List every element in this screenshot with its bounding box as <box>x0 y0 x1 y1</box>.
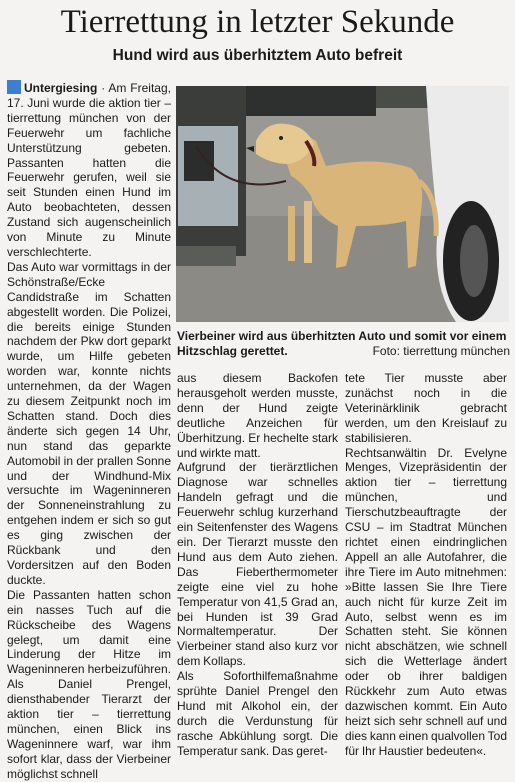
location-marker-icon <box>7 80 21 94</box>
photo-credit: Foto: tierrettung münchen <box>372 344 510 358</box>
article-column-1 <box>7 80 171 782</box>
paragraph: tete Tier musste aber zunächst noch in die Veterinärklinik gebracht werden, um den Kreislauf zu stabilisieren. <box>345 371 507 445</box>
paragraph: aus diesem Backofen herausgeholt werden musste, denn der Hund zeigte deutliche Anzeichen für Überhitzung. Er hechelte stark und wirkte matt. <box>177 371 338 460</box>
paragraph: Das Auto war vormittags in der Schönstraße/Ecke Candidstraße im Schatten abgestellt worden. Die Polizei, die bereits einige Stunden nachdem der Pkw dort geparkt wurde, um Hilfe gebeten worden war, konnte nichts unternehmen, da der Wagen zu diesem Zeitpunkt noch im Schatten stand. Doch dies änderte sich gegen 14 Uhr, nun stand das geparkte Automobil in der prallen Sonne und der Windhund-Mix versuchte im Wageninneren der Sonneneinstrahlung zu entgehen indem er sich so gut es ging zwischen der Rückbank und den Vordersitzen auf den Boden duckte. <box>7 259 171 587</box>
paragraph: Als Soforthilfemaßnahme sprühte Daniel Prengel den Hund mit Alkohol ein, der durch die Verdunstung für rasche Abkühlung sorgt. Die Temperatur sank. Das geret- <box>177 669 338 758</box>
dog-photo <box>176 86 509 322</box>
paragraph: Rechtsanwältin Dr. Evelyne Menges, Vizepräsidentin der aktion tier – tierrettung münchen, und Tierschutzbeauftragte der CSU – im Stadtrat München richtet einen eindringlichen Appell an alle Autofahrer, die ihre Tiere im Auto mitnehmen: »Bitte lassen Sie Ihre Tiere auch nicht für kurze Zeit im Auto, selbst wenn es im Schatten steht. Sie können nicht abschätzen, wie schnell sich die Wetterlage ändert oder ob ihrer baldigen Rückkehr zum Auto etwas dazwischen kommt. Ein Auto heizt sich sehr schnell auf und dies kann einen qualvollen Tod für Ihr Haustier bedeuten«. <box>345 445 507 758</box>
subheadline: Hund wird aus überhitztem Auto befreit <box>112 47 403 64</box>
paragraph-text: · Am Freitag, 17. Juni wurde die aktion tier – tierrettung münchen von der Feuerwehr um fachliche Unterstützung gebeten. Passanten hatten die Feuerwehr gerufen, weil sie seit Stunden einen Hund im Auto beobachteten, dessen Zustand sich augenscheinlich von Minute zu Minute verschlechterte. <box>7 81 171 259</box>
article-column-2 <box>177 371 338 759</box>
dog-photo-illustration <box>176 86 509 322</box>
article-column-3 <box>345 371 507 759</box>
paragraph: Aufgrund der tierärztlichen Diagnose war schnelles Handeln gefragt und die Feuerwehr schlug kurzerhand ein Seitenfenster des Wagens ein. Der Tierarzt musste den Hund aus dem Auto ziehen. Das Fieberthermometer zeigte eine viel zu hohe Temperatur von 41,5 Grad an, bei Hunden ist 39 Grad Normaltemperatur. Der Vierbeiner stand also kurz vor dem Kollaps. <box>177 460 338 669</box>
location-kicker: Untergiesing <box>24 81 98 95</box>
photo-caption <box>177 329 510 359</box>
headline: Tierrettung in letzter Sekunde <box>60 4 455 40</box>
caption-text: Vierbeiner wird aus überhitzten Auto und somit vor einem Hitzschlag gerettet. <box>177 329 507 358</box>
paragraph: Die Passanten hatten schon ein nasses Tuch auf die Rückscheibe des Wagens gelegt, um damit eine Linderung der Hitze im Wageninneren herbeizuführen. Als Daniel Prengel, diensthabender Tierarzt der aktion tier – tierrettung münchen, einen Blick ins Wageninnere warf, war ihm sofort klar, dass der Vierbeiner möglichst schnell <box>7 587 171 781</box>
intro-paragraph <box>7 80 171 260</box>
